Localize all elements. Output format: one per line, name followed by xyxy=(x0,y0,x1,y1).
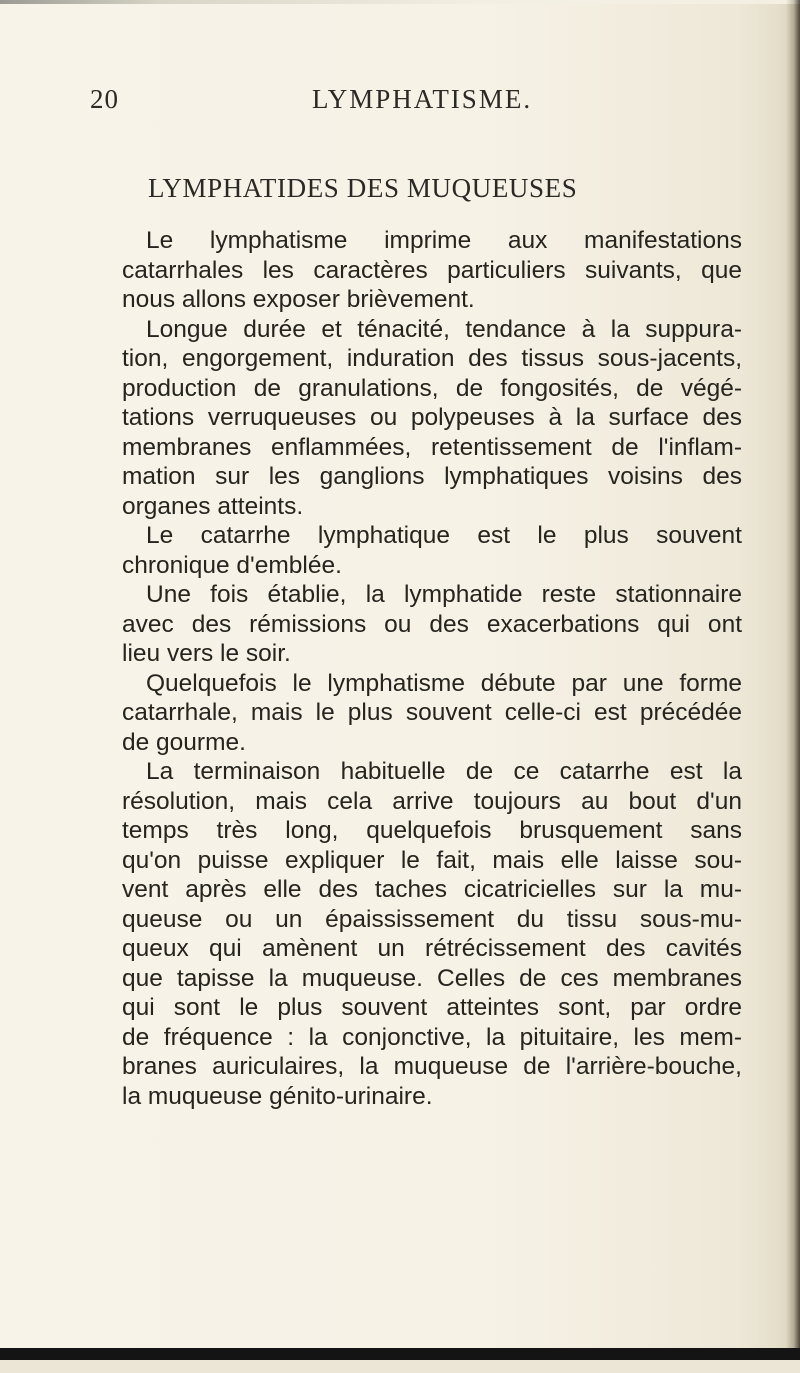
text-line: vent après elle des taches cicatricielles sur la mu- xyxy=(122,876,742,903)
text-line: Une fois établie, la lymphatide reste stationnaire xyxy=(146,581,742,608)
text-line: de gourme. xyxy=(122,728,246,756)
text-line: queuse ou un épaississement du tissu sous-mu- xyxy=(122,905,742,933)
section-title: LYMPHATIDES DES MUQUEUSES xyxy=(148,173,578,203)
text-line: avec des rémissions ou des exacerbations qui ont xyxy=(122,610,742,638)
text-line: catarrhales les caractères particuliers suivants, que xyxy=(122,256,742,284)
text-line: branes auriculaires, la muqueuse de l'arrière-bouche, xyxy=(122,1053,742,1080)
scan-bottom-bar xyxy=(0,1348,800,1360)
text-line: résolution, mais cela arrive toujours au bout d'un xyxy=(122,787,742,815)
binding-shadow xyxy=(786,0,800,1373)
running-head xyxy=(0,84,800,118)
text-line: tion, engorgement, induration des tissus sous-jacents, xyxy=(122,345,742,372)
text-line: tations verruqueuses ou polypeuses à la surface des xyxy=(122,404,742,431)
page-top-edge xyxy=(0,0,800,4)
text-line: la muqueuse génito-urinaire. xyxy=(122,1082,433,1110)
text-line: membranes enflammées, retentissement de l'inflam- xyxy=(122,433,742,461)
text-line: que tapisse la muqueuse. Celles de ces membranes xyxy=(122,964,742,992)
text-line: temps très long, quelquefois brusquement sans xyxy=(122,817,742,844)
text-line: chronique d'emblée. xyxy=(122,551,342,579)
text-line: Le lymphatisme imprime aux manifestations xyxy=(146,227,742,254)
text-line: queux qui amènent un rétrécissement des cavités xyxy=(122,935,742,962)
text-line: production de granulations, de fongosités, de végé- xyxy=(122,374,742,402)
text-line: qui sont le plus souvent atteintes sont, par ordre xyxy=(122,994,742,1021)
text-line: de fréquence : la conjonctive, la pituitaire, les mem- xyxy=(122,1023,742,1051)
running-title: LYMPHATISME. xyxy=(312,84,533,114)
body-text xyxy=(122,226,742,1111)
page-number: 20 xyxy=(90,84,119,114)
text-line: qu'on puisse expliquer le fait, mais elle laisse sou- xyxy=(122,846,742,874)
text-line: lieu vers le soir. xyxy=(122,640,291,667)
text-line: mation sur les ganglions lymphatiques voisins des xyxy=(122,463,742,490)
page-bottom-strip xyxy=(0,1360,800,1373)
text-line: Le catarrhe lymphatique est le plus souvent xyxy=(146,522,742,549)
text-line: nous allons exposer brièvement. xyxy=(122,286,475,313)
text-line: Quelquefois le lymphatisme débute par une forme xyxy=(146,669,742,697)
text-line: catarrhale, mais le plus souvent celle-ci est précédée xyxy=(122,699,742,726)
text-line: La terminaison habituelle de ce catarrhe est la xyxy=(146,758,742,785)
text-line: Longue durée et ténacité, tendance à la suppura- xyxy=(146,315,742,343)
text-line: organes atteints. xyxy=(122,492,304,520)
